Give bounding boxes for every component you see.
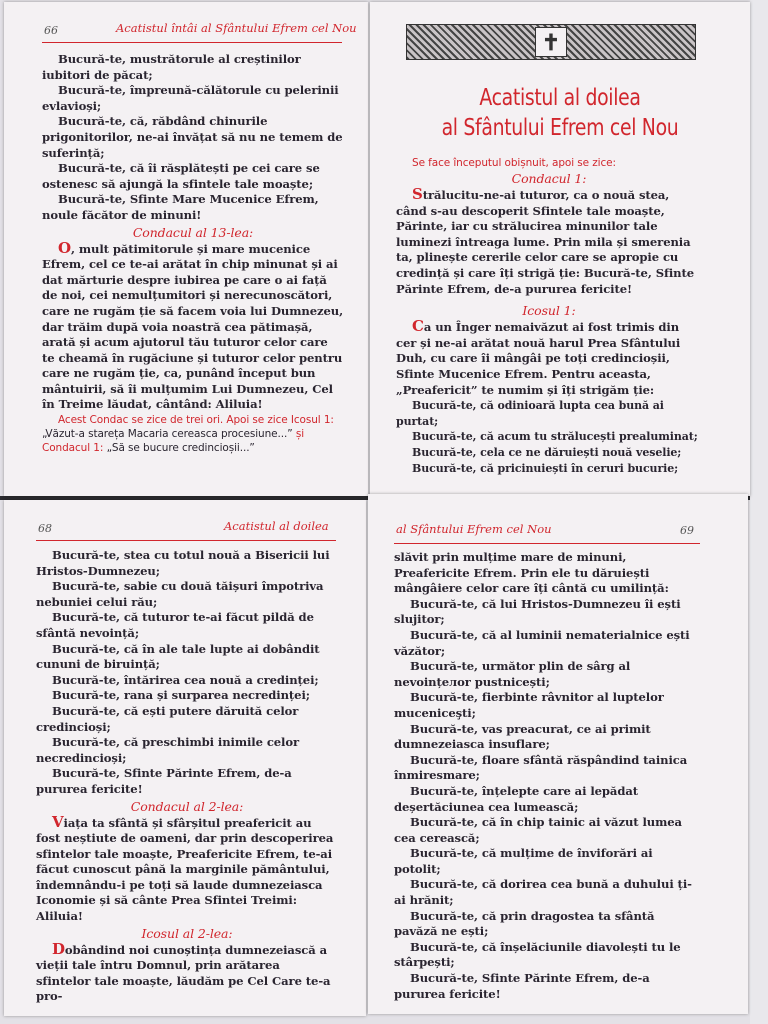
page-number: 66: [44, 24, 58, 37]
condac-13-text: O, mult pătimitorule și mare mucenice Efrem, cel ce te-ai arătat în chip minunat și ai dat mărturie despre iubirea pe care o ai față de noi, cei nemulțumitori și nerecunoscători, care ne rugăm ție să facem voia lui Dumnezeu, dar trăim după voia noastră cea pătimașă, arată și acum ajutorul tău tuturor celor care te cheamă în rugăciune și tuturor celor pentru care ne rugăm ție, ca, punând început bun mântuirii, să îi mulțumim Lui Dumnezeu, Cel în Treime lăudat, cântând: Aliluia!: [42, 238, 344, 412]
paragraph: Bucură-te, că lui Hristos-Dumnezeu îi ești slujitor;: [394, 596, 681, 627]
paragraph: Bucură-te, următor plin de sârg al nevoințелor pustnicești;: [394, 659, 631, 689]
line: Bucură-te, că pricinuiești în ceruri bucurie;: [412, 461, 679, 475]
paragraph: Bucură-te, că tuturor te-ai făcut pildă de sfântă nevoință;: [36, 610, 314, 640]
acathist-title-line-1: Acatistul al doilea: [479, 85, 641, 111]
continued-text: slăvit prin mulțime mare de minuni, Preafericite Efrem. Prin ele tu dăruiești mângâiere celor care îți cântă cu umilință:: [394, 550, 669, 596]
paragraph: Bucură-te, că dorirea cea bună a duhului ți-ai hrănit;: [394, 877, 692, 908]
rubric-note: Acest Condac se zice de trei ori. Apoi se zice Icosul 1: „Văzut-a starețа Macaria cereasca procesiune...” și Condacul 1: „Să se bucure credincioșii...”: [42, 414, 334, 455]
page-66-text: [42, 52, 344, 455]
drop-cap: S: [412, 185, 423, 203]
paragraph: Bucură-te, stea cu totul nouă a Bisericii lui Hristos-Dumnezeu;: [36, 548, 330, 578]
icos-2-text: Dobândind noi cunoștința dumnezeiască a vieții tale întru Domnul, prin arătarea sfintelor tale moaște, lăudăm pe Cel Care te-a pro-: [36, 939, 331, 1004]
line: Bucură-te, că acum tu strălucești prealuminat;: [412, 430, 698, 444]
paragraph: Bucură-te, rana și surparea necredinței;: [52, 688, 310, 703]
paragraph: Bucură-te, sabie cu două tăișuri împotriva nebuniei celui rău;: [36, 579, 324, 609]
icos-1-text: Ca un Înger nemaivăzut ai fost trimis din cer și ne-ai arătat nouă harul Prea Sfântului Duh, cu care îi mângâi pe toți credincioșii, Sfinte Mucenice Efrem. Pentru aceasta, „Preafericit” te numim și îți strigăm ție:: [396, 317, 681, 397]
paragraph: Bucură-te, că în chip tainic ai văzut lumea cea cerească;: [394, 815, 682, 845]
paragraph: Bucură-te, că ești putere dăruită celor credincioși;: [36, 703, 299, 734]
line: Bucură-te, că odinioară lupta cea bună ai purtat;: [396, 399, 664, 428]
condac-2-text: Viața ta sfântă și sfârșitul preafericit au fost neștiute de oameni, dar prin descoperirea sfintelor tale moaște, Preafericite Efrem, te-ai făcut cunoscut până la marginile pământului, îndemnându-i pe toți să laude dumnezeiasca Iconomie și să cânte Prea Sfintei Treimi: Aliluia!: [36, 812, 334, 924]
page-68-text: [36, 548, 338, 1005]
paragraph: Bucură-te, vas preacurat, ce ai primit dumnezeiasca insuflare;: [394, 721, 651, 752]
page-68: [4, 500, 366, 1016]
paragraph: Bucură-te, întărirea cea nouă a credinței;: [52, 672, 319, 687]
icos-2-heading: Icosul al 2-lea:: [141, 925, 233, 941]
acathist-title-line-2: al Sfântului Efrem cel Nou: [441, 115, 679, 141]
paragraph: Bucură-te, că, răbdând chinurile prigonitorilor, ne-ai învățat să nu ne temem de suferință;: [42, 114, 343, 160]
paragraph: Bucură-te, Sfinte Părinte Efrem, de-a pururea fericite!: [394, 971, 650, 1001]
paragraph: Bucură-te, mustrătorule al creștinilor iubitori de păcat;: [42, 52, 301, 82]
condac-13-heading: Condacul al 13-lea:: [132, 224, 254, 240]
icos-1-heading: Icosul 1:: [522, 303, 576, 319]
paragraph: Bucură-te, fierbinte râvnitor al luptelor muceniceşti;: [394, 690, 664, 720]
page-69: [368, 494, 748, 1014]
condac-1-heading: Condacul 1:: [511, 171, 587, 186]
page-number: 68: [38, 522, 52, 535]
paragraph: Bucură-te, că prin dragostea ta sfântă pavăză ne ești;: [394, 908, 655, 939]
sheet-gap-right: [750, 0, 768, 1024]
paragraph: Bucură-te, că preschimbi inimile celor necredincioși;: [36, 735, 299, 765]
paragraph: Bucură-te, că îi răsplătești pe cei care se ostenesc să ajungă la sfintele tale moaște;: [42, 161, 320, 191]
ornament-header: [406, 24, 696, 60]
paragraph: Bucură-te, că al luminii nematerialnice ești văzător;: [394, 627, 690, 658]
paragraph: Bucură-te, că în ale tale lupte ai dobândit cununi de biruință;: [36, 641, 320, 672]
paragraph: Bucură-te, că mulțime de înviforări ai potolit;: [394, 846, 653, 876]
page-66: [4, 2, 368, 496]
page-67: [370, 2, 750, 496]
paragraph: Bucură-te, împreună-călătorule cu pelerinii evlavioși;: [42, 83, 339, 113]
page-number: 69: [680, 524, 694, 537]
drop-cap: V: [52, 812, 64, 831]
header-rule: [36, 540, 336, 541]
line: Bucură-te, cela ce ne dăruiești nouă veselie;: [412, 445, 682, 459]
drop-cap: D: [52, 939, 65, 958]
paragraph: Bucură-te, Sfinte Mare Mucenice Efrem, noule făcător de minuni!: [42, 192, 319, 222]
cross-icon: ✝: [535, 27, 567, 57]
paragraph: Bucură-te, floare sfântă răspândind tainica înmiresmare;: [394, 752, 688, 783]
paragraph: Bucură-te, Sfinte Părinte Efrem, de-a pururea fericite!: [36, 766, 292, 796]
paragraph: Bucură-te, înțelepte care ai lepădat deșertăciunea cea lumească;: [394, 783, 638, 814]
condac-1-text: Strălucitu-ne-ai tuturor, ca o nouă stea, când s-au descoperit Sfintele tale moaște, Părinte, iar cu strălucirea minunilor tale luminezi întreaga lume. Prin mila și smerenia ta, plinește cererile celor care se apropie cu credință și care îți strigă ție: Bucură-te, Sfinte Părinte Efrem, de-a pururea fericite!: [396, 185, 695, 296]
condac-2-heading: Condacul al 2-lea:: [130, 798, 244, 814]
paragraph: Bucură-te, că înșelăciunile diavolești tu le stârpești;: [394, 939, 681, 970]
running-title: al Sfântului Efrem cel Nou: [396, 522, 552, 536]
page-67-text: [396, 156, 702, 476]
running-title: Acatistul întâi al Sfântului Efrem cel Nou: [116, 21, 357, 35]
drop-cap: C: [412, 317, 424, 336]
page-69-text: [394, 550, 700, 1002]
drop-cap: O: [58, 238, 71, 257]
header-rule: [394, 543, 700, 544]
header-rule: [42, 42, 342, 43]
running-title: Acatistul al doilea: [224, 519, 329, 533]
intro-rubric: Se face începutul obișnuit, apoi se zice:: [412, 157, 616, 169]
